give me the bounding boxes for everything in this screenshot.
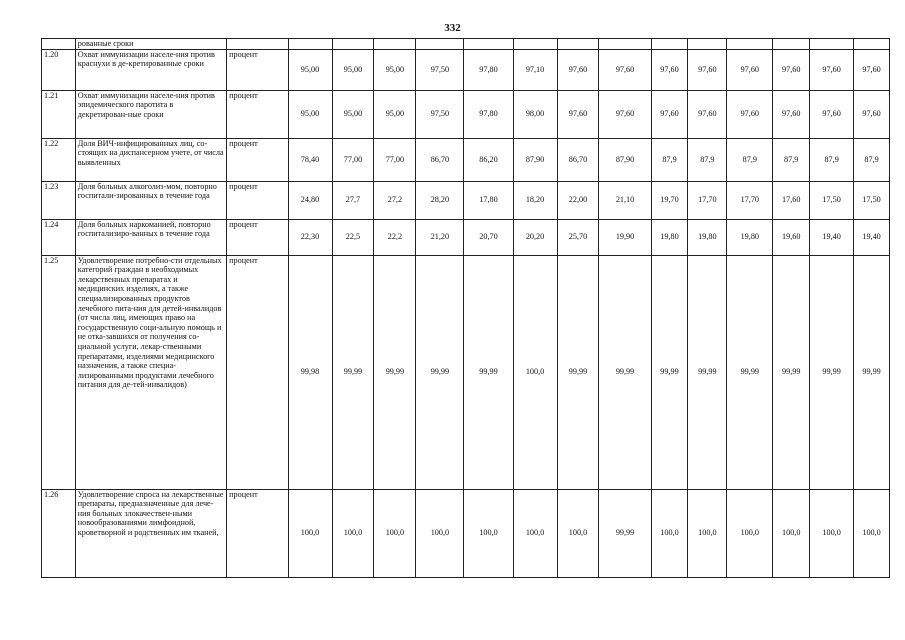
value-cell: 78,40 [288,138,332,181]
value-cell: 87,9 [651,138,688,181]
value-cell: 25,70 [557,219,599,255]
indicator-unit: процент [227,90,288,138]
value-cell: 97,60 [727,49,773,90]
indicator-code: 1.26 [42,489,76,577]
value-cell: 19,60 [773,219,810,255]
value-cell: 19,40 [854,219,890,255]
value-cell: 99,99 [727,255,773,489]
table-row [42,219,890,255]
table-row [42,489,890,577]
value-cell: 95,00 [374,90,416,138]
value-cell: 97,50 [416,90,464,138]
value-cell: 17,60 [773,181,810,219]
value-cell: 87,9 [727,138,773,181]
value-cell: 87,9 [810,138,854,181]
table-row [42,138,890,181]
value-cell: 22,00 [557,181,599,219]
value-cell: 87,9 [854,138,890,181]
value-cell: 99,98 [288,255,332,489]
indicators-table [41,38,890,578]
value-cell: 97,60 [854,90,890,138]
value-cell: 97,60 [727,90,773,138]
value-cell: 19,80 [727,219,773,255]
indicator-code: 1.20 [42,49,76,90]
value-cell: 100,0 [688,489,727,577]
indicator-name: Удовлетворение спроса на лекарственные препараты, предназначенные для лече-ния больных злокачествен-ными новообразованиями лимфоидной, кроветворной и родственных им тканей, [75,489,226,577]
value-cell: 86,70 [416,138,464,181]
indicator-code: 1.21 [42,90,76,138]
value-cell: 99,99 [599,489,651,577]
value-cell: 27,2 [374,181,416,219]
value-cell: 100,0 [374,489,416,577]
value-cell: 97,60 [854,49,890,90]
indicator-unit: процент [227,138,288,181]
value-cell: 21,10 [599,181,651,219]
value-cell: 22,5 [332,219,374,255]
value-cell: 100,0 [773,489,810,577]
value-cell: 100,0 [288,489,332,577]
empty-cell [227,39,288,50]
value-cell: 97,80 [464,90,513,138]
value-cell: 100,0 [854,489,890,577]
continuation-text: рованные сроки [75,39,226,50]
value-cell: 86,70 [557,138,599,181]
indicator-unit: процент [227,255,288,489]
table-body [42,39,890,578]
indicator-name: Доля больных наркоманией, повторно госпитализиро-ванных в течение года [75,219,226,255]
value-cell: 87,90 [513,138,557,181]
value-cell: 77,00 [374,138,416,181]
value-cell: 17,70 [688,181,727,219]
indicator-unit: процент [227,181,288,219]
value-cell: 21,20 [416,219,464,255]
value-cell: 100,0 [557,489,599,577]
indicator-name: Удовлетворение потребно-сти отдельных категорий граждан в необходимых лекарственных препаратах и медицинских изделиях, а также специализированных продуктов лечебного пита-ния для детей-инвалидов (от числа лиц, имеющих право на государственную соци-альную помощь и не отка-завшихся от получения со-циальной услуги, лекар-ственными препаратами, изделиями медицинского назначения, а также специа-лизированными продуктами лечебного питания для де-тей-инвалидов) [75,255,226,489]
indicator-code: 1.25 [42,255,76,489]
value-cell: 97,60 [557,90,599,138]
value-cell: 28,20 [416,181,464,219]
value-cell: 20,20 [513,219,557,255]
value-cell: 100,0 [332,489,374,577]
value-cell: 100,0 [651,489,688,577]
empty-cell [854,39,890,50]
value-cell: 99,99 [374,255,416,489]
value-cell: 100,0 [464,489,513,577]
indicator-name: Охват иммунизации населе-ния против краснухи в де-кретированные сроки [75,49,226,90]
value-cell: 18,20 [513,181,557,219]
value-cell: 99,99 [810,255,854,489]
value-cell: 19,70 [651,181,688,219]
value-cell: 98,00 [513,90,557,138]
value-cell: 27,7 [332,181,374,219]
value-cell: 99,99 [464,255,513,489]
value-cell: 97,60 [599,49,651,90]
value-cell: 22,2 [374,219,416,255]
table-row [42,49,890,90]
value-cell: 17,50 [854,181,890,219]
value-cell: 97,60 [599,90,651,138]
continuation-row [42,39,890,50]
value-cell: 24,80 [288,181,332,219]
indicator-name: Доля ВИЧ-инфицированных лиц, со-стоящих на диспансерном учете, от числа выявленных [75,138,226,181]
value-cell: 87,9 [773,138,810,181]
value-cell: 17,70 [727,181,773,219]
value-cell: 97,60 [810,49,854,90]
indicator-name: Охват иммунизации населе-ния против эпидемического паротита в декретирован-ные сроки [75,90,226,138]
value-cell: 20,70 [464,219,513,255]
table-row [42,90,890,138]
value-cell: 97,60 [651,90,688,138]
value-cell: 97,60 [773,49,810,90]
value-cell: 99,99 [773,255,810,489]
value-cell: 99,99 [416,255,464,489]
table-row [42,255,890,489]
empty-cell [810,39,854,50]
value-cell: 19,90 [599,219,651,255]
value-cell: 19,40 [810,219,854,255]
indicator-code: 1.24 [42,219,76,255]
empty-cell [288,39,332,50]
indicator-code: 1.23 [42,181,76,219]
empty-cell [651,39,688,50]
value-cell: 99,99 [651,255,688,489]
value-cell: 95,00 [332,90,374,138]
value-cell: 97,60 [810,90,854,138]
value-cell: 100,0 [810,489,854,577]
value-cell: 97,80 [464,49,513,90]
value-cell: 97,50 [416,49,464,90]
value-cell: 99,99 [688,255,727,489]
value-cell: 95,00 [288,90,332,138]
value-cell: 77,00 [332,138,374,181]
value-cell: 19,80 [688,219,727,255]
empty-cell [464,39,513,50]
value-cell: 95,00 [374,49,416,90]
empty-cell [332,39,374,50]
page-number: 332 [444,22,461,34]
value-cell: 100,0 [727,489,773,577]
empty-cell [688,39,727,50]
value-cell: 97,60 [651,49,688,90]
value-cell: 99,99 [332,255,374,489]
value-cell: 99,99 [599,255,651,489]
value-cell: 100,0 [513,489,557,577]
value-cell: 97,60 [688,49,727,90]
value-cell: 97,60 [688,90,727,138]
value-cell: 87,90 [599,138,651,181]
empty-cell [727,39,773,50]
indicator-unit: процент [227,49,288,90]
value-cell: 100,0 [513,255,557,489]
value-cell: 99,99 [854,255,890,489]
value-cell: 99,99 [557,255,599,489]
indicator-code: 1.22 [42,138,76,181]
empty-cell [513,39,557,50]
empty-cell [557,39,599,50]
indicator-unit: процент [227,219,288,255]
value-cell: 97,10 [513,49,557,90]
empty-cell [416,39,464,50]
code-cell [42,39,76,50]
value-cell: 86,20 [464,138,513,181]
indicator-unit: процент [227,489,288,577]
empty-cell [599,39,651,50]
indicator-name: Доля больных алкоголиз-мом, повторно госпитали-зированных в течение года [75,181,226,219]
table-row [42,181,890,219]
value-cell: 17,50 [810,181,854,219]
value-cell: 97,60 [773,90,810,138]
value-cell: 95,00 [332,49,374,90]
value-cell: 97,60 [557,49,599,90]
value-cell: 100,0 [416,489,464,577]
empty-cell [773,39,810,50]
value-cell: 17,80 [464,181,513,219]
value-cell: 95,00 [288,49,332,90]
value-cell: 19,80 [651,219,688,255]
empty-cell [374,39,416,50]
value-cell: 87,9 [688,138,727,181]
value-cell: 22,30 [288,219,332,255]
